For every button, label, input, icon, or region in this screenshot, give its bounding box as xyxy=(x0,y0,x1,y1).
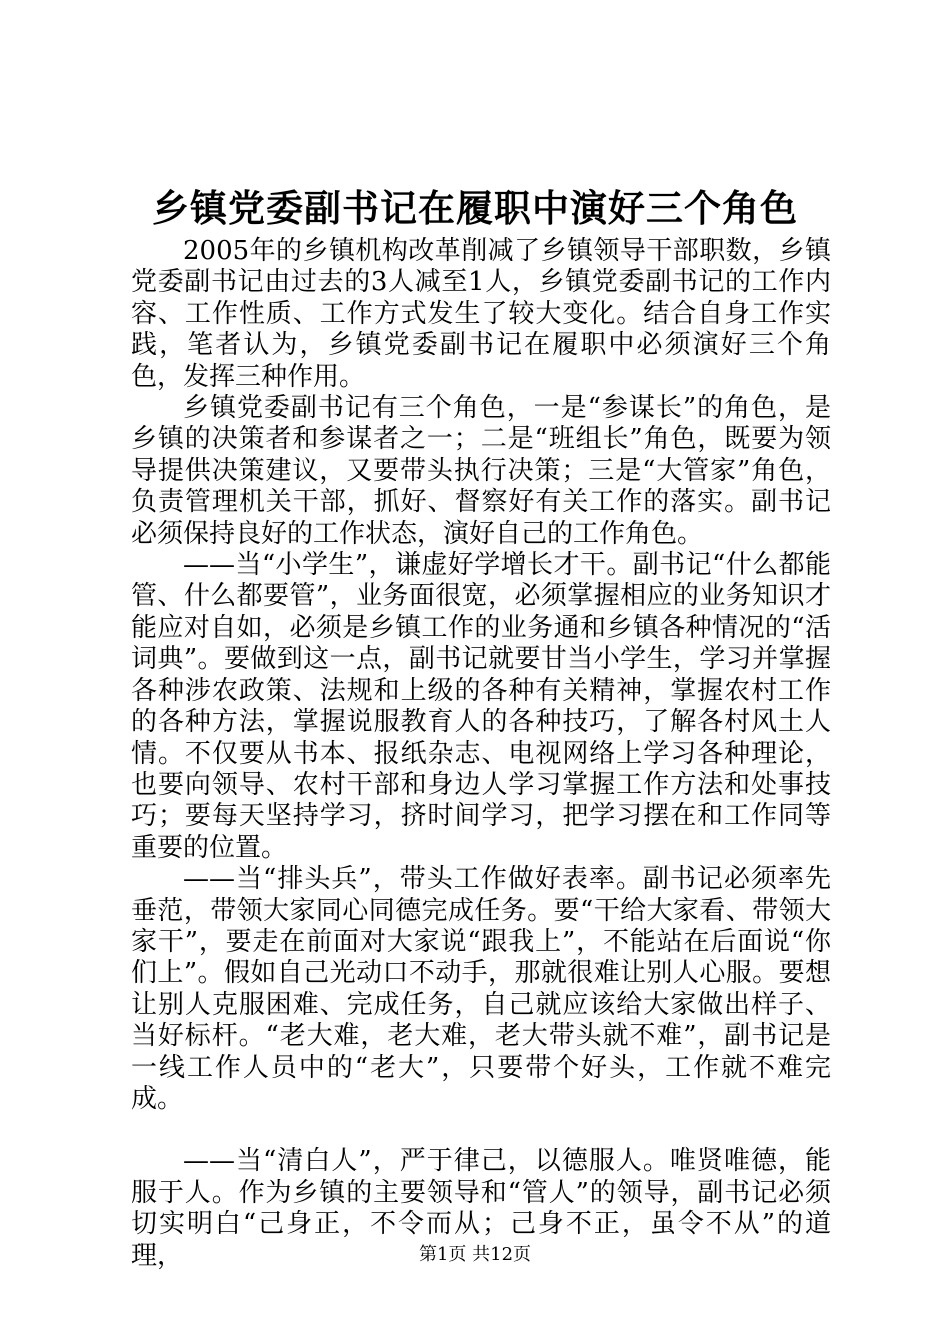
page-total: 共12页 xyxy=(472,1244,532,1265)
document-body xyxy=(131,236,831,1272)
paragraph-integrity: ——当“清白人”，严于律己，以德服人。唯贤唯德，能服于人。作为乡镇的主要领导和“管人”的领导，副书记必须切实明白“己身正，不令而从；己身不正，虽令不从”的道理， xyxy=(131,1146,831,1271)
paragraph-student: ——当“小学生”，谦虚好学增长才干。副书记“什么都能管、什么都要管”，业务面很宽，必须掌握相应的业务知识才能应对自如，必须是乡镇工作的业务通和乡镇各种情况的“活词典”。要做到这一点，副书记就要甘当小学生，学习并掌握各种涉农政策、法规和上级的各种有关精神，掌握农村工作的各种方法，掌握说服教育人的各种技巧，了解各村风土人情。不仅要从书本、报纸杂志、电视网络上学习各种理论，也要向领导、农村干部和身边人学习掌握工作方法和处事技巧；要每天坚持学习，挤时间学习，把学习摆在和工作同等重要的位置。 xyxy=(131,550,831,863)
paragraph-intro: 2005年的乡镇机构改革削减了乡镇领导干部职数，乡镇党委副书记由过去的3人减至1人，乡镇党委副书记的工作内容、工作性质、工作方式发生了较大变化。结合自身工作实践，笔者认为，乡镇党委副书记在履职中必须演好三个角色，发挥三种作用。 xyxy=(131,236,831,392)
document-title: 乡镇党委副书记在履职中演好三个角色 xyxy=(152,186,798,230)
paragraph-roles: 乡镇党委副书记有三个角色，一是“参谋长”的角色，是乡镇的决策者和参谋者之一；二是“班组长”角色，既要为领导提供决策建议，又要带头执行决策；三是“大管家”角色，负责管理机关干部，抓好、督察好有关工作的落实。副书记必须保持良好的工作状态，演好自己的工作角色。 xyxy=(131,393,831,549)
page-footer xyxy=(0,1243,950,1267)
paragraph-leader: ——当“排头兵”，带头工作做好表率。副书记必须率先垂范，带领大家同心同德完成任务。要“干给大家看、带领大家干”，要走在前面对大家说“跟我上”，不能站在后面说“你们上”。假如自己光动口不动手，那就很难让别人心服。要想让别人克服困难、完成任务，自己就应该给大家做出样子、当好标杆。“老大难，老大难，老大带头就不难”，副书记是一线工作人员中的“老大”，只要带个好头，工作就不难完成。 xyxy=(131,864,831,1114)
page-number: 第1页 xyxy=(418,1244,467,1265)
